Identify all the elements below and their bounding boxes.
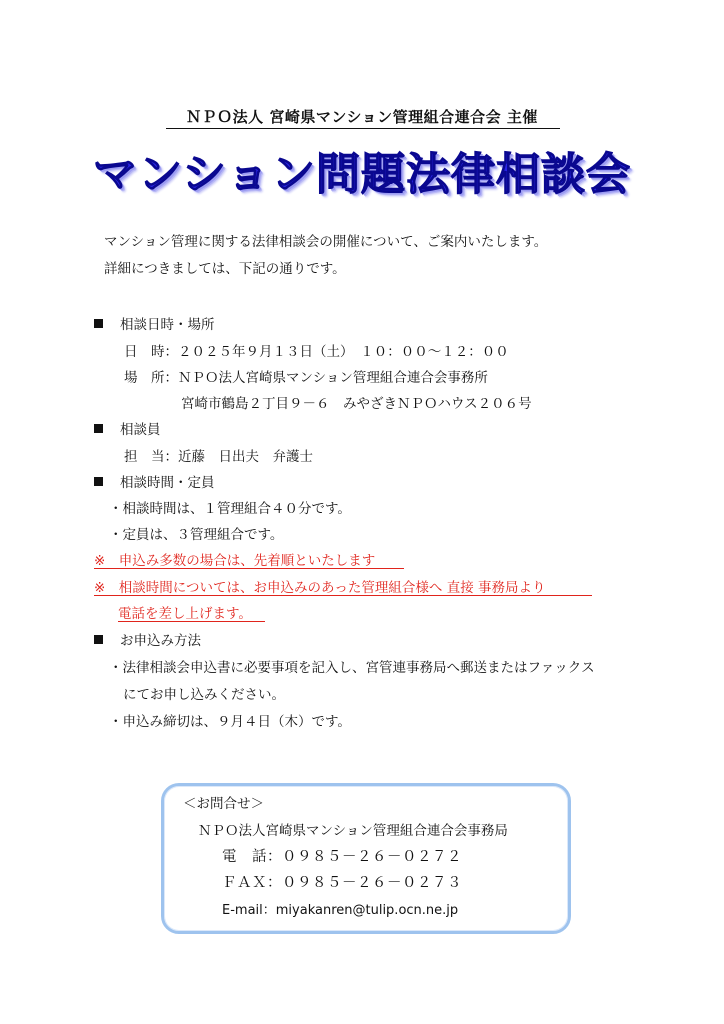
organizer-line: ＮＰＯ法人 宮崎県マンション管理組合連合会 主催 [186,108,538,126]
section-apply-heading [94,629,201,649]
contact-office: ＮＰＯ法人宮崎県マンション管理組合連合会事務局 [198,823,508,839]
contact-fax: ＦＡＸ：０９８５－２６－０２７３ [222,875,462,891]
notice-1: ※ 申込み多数の場合は、先着順といたします [94,553,376,569]
square-bullet-icon [94,424,103,433]
place-row: 場 所：ＮＰＯ法人宮崎県マンション管理組合連合会事務所 [124,370,488,386]
square-bullet-icon [94,319,103,328]
intro-line-2: 詳細につきましては、下記の通りです。 [104,261,346,277]
contact-email: E-mail：miyakanren@tulip.ocn.ne.jp [222,903,459,918]
date-row: 日 時：２０２５年９月１３日（土） １０：００～１２：００ [124,344,509,360]
section-time-heading [94,471,215,491]
staff-row: 担 当：近藤 日出夫 弁護士 [124,449,313,465]
square-bullet-icon [94,635,103,644]
contact-phone: 電 話：０９８５－２６－０２７２ [222,849,462,865]
address-row: 宮崎市鶴島２丁目９－６ みやざきＮＰＯハウス２０６号 [181,396,532,412]
page-title: マンション問題法律相談会 [92,149,632,200]
square-bullet-icon [94,477,103,486]
intro-line-1: マンション管理に関する法律相談会の開催について、ご案内いたします。 [104,234,548,250]
notice-2-line-1: ※ 相談時間については、お申込みのあった管理組合様へ 直接 事務局より [94,580,546,596]
apply-item-1-line-1: ・法律相談会申込書に必要事項を記入し、宮管連事務局へ郵送またはファックス [109,660,595,676]
time-item-1: ・相談時間は、１管理組合４０分です。 [109,501,351,517]
section-heading-text: 相談時間・定員 [120,475,215,491]
notice-1-underline [94,568,404,569]
time-item-2: ・定員は、３管理組合です。 [109,527,284,543]
notice-2-underline-1 [94,595,592,596]
notice-2-line-2: 電話を差し上げます。 [118,606,252,622]
apply-item-2: ・申込み締切は、９月４日（木）です。 [109,714,351,730]
section-heading-text: 相談員 [120,422,161,438]
section-heading-text: 相談日時・場所 [120,317,215,333]
section-datetime-heading [94,313,215,333]
section-heading-text: お申込み方法 [120,633,201,649]
organizer-underline [166,128,560,129]
section-staff-heading [94,418,161,438]
apply-item-1-line-2: にてお申し込みください。 [123,687,285,703]
contact-label: ＜お問合せ＞ [183,796,264,812]
notice-2-underline-2 [118,621,265,622]
